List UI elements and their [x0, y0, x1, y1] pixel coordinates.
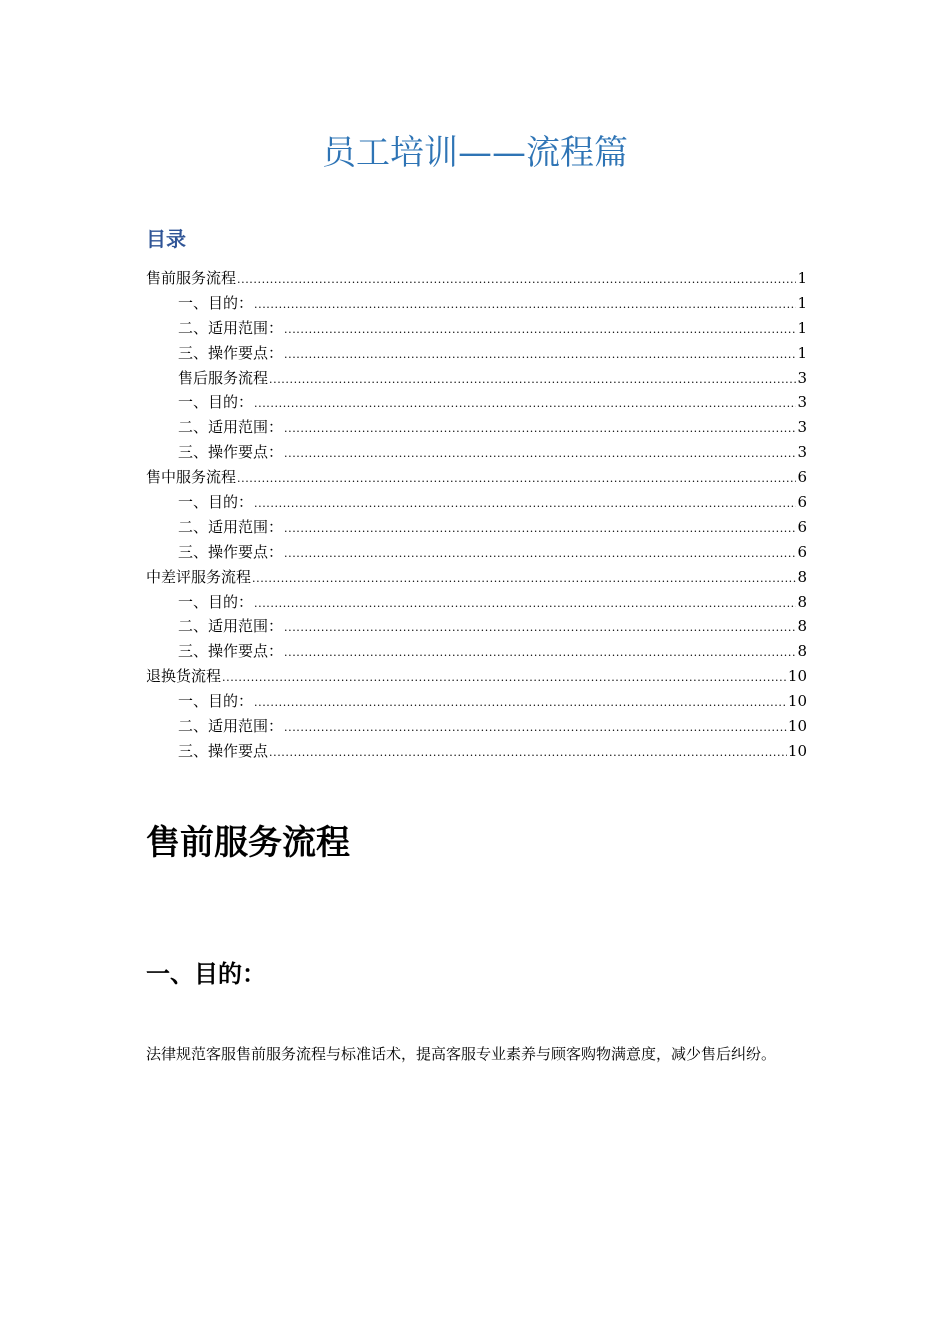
section-heading: 售前服务流程: [146, 823, 350, 863]
table-of-contents: [146, 266, 807, 764]
toc-entry-page-number: 6: [797, 542, 807, 561]
toc-entry-label: 二、适用范围：: [178, 517, 284, 536]
toc-entry-label: 三、操作要点：: [178, 343, 284, 362]
toc-entry-label: 一、目的：: [178, 493, 254, 512]
toc-heading: 目录: [146, 227, 186, 251]
toc-entry-label: 三、操作要点：: [178, 443, 284, 462]
toc-entry[interactable]: [146, 440, 807, 465]
toc-dot-leader: [284, 641, 796, 666]
toc-dot-leader: [284, 616, 796, 641]
toc-entry[interactable]: [146, 366, 807, 391]
toc-dot-leader: [284, 542, 796, 567]
toc-entry[interactable]: [146, 689, 807, 714]
toc-dot-leader: [284, 318, 796, 343]
body-paragraph: 法律规范客服售前服务流程与标准话术，提高客服专业素养与顾客购物满意度，减少售后纠纷。: [146, 1045, 777, 1063]
toc-dot-leader: [284, 517, 796, 542]
toc-dot-leader: [269, 368, 796, 393]
toc-entry[interactable]: [146, 341, 807, 366]
toc-entry-page-number: 1: [797, 293, 807, 312]
toc-dot-leader: [237, 467, 796, 492]
page-title: 员工培训——流程篇: [322, 133, 628, 173]
toc-dot-leader: [284, 343, 796, 368]
toc-entry-page-number: 1: [797, 343, 807, 362]
toc-entry[interactable]: [146, 540, 807, 565]
toc-entry-label: 三、操作要点：: [178, 542, 284, 561]
toc-entry-page-number: 6: [797, 517, 807, 536]
toc-entry-page-number: 6: [797, 493, 807, 512]
toc-dot-leader: [254, 392, 796, 417]
toc-dot-leader: [254, 492, 796, 517]
toc-entry-label: 二、适用范围：: [178, 418, 284, 437]
toc-entry-label: 中差评服务流程: [146, 567, 252, 586]
toc-entry[interactable]: [146, 614, 807, 639]
toc-entry-page-number: 1: [797, 318, 807, 337]
toc-entry-label: 一、目的：: [178, 293, 254, 312]
toc-entry[interactable]: [146, 390, 807, 415]
toc-dot-leader: [254, 293, 796, 318]
toc-entry-label: 二、适用范围：: [178, 717, 284, 736]
toc-dot-leader: [284, 442, 796, 467]
toc-entry-page-number: 8: [797, 617, 807, 636]
toc-dot-leader: [237, 268, 796, 293]
toc-entry[interactable]: [146, 291, 807, 316]
toc-entry-page-number: 3: [797, 393, 807, 412]
toc-entry[interactable]: [146, 590, 807, 615]
toc-entry-page-number: 8: [797, 642, 807, 661]
toc-entry-label: 一、目的：: [178, 393, 254, 412]
toc-entry-page-number: 3: [797, 368, 807, 387]
toc-entry-label: 售中服务流程: [146, 468, 237, 487]
toc-entry[interactable]: [146, 565, 807, 590]
toc-entry[interactable]: [146, 739, 807, 764]
toc-entry-page-number: 8: [797, 567, 807, 586]
toc-dot-leader: [254, 691, 787, 716]
toc-entry-label: 一、目的：: [178, 692, 254, 711]
toc-entry-label: 二、适用范围：: [178, 617, 284, 636]
toc-dot-leader: [284, 417, 796, 442]
toc-entry[interactable]: [146, 664, 807, 689]
toc-entry-page-number: 10: [787, 667, 807, 686]
toc-entry-label: 二、适用范围：: [178, 318, 284, 337]
toc-entry[interactable]: [146, 515, 807, 540]
toc-dot-leader: [269, 741, 787, 766]
toc-entry-page-number: 6: [797, 468, 807, 487]
toc-entry-page-number: 10: [787, 741, 807, 760]
toc-entry-label: 售后服务流程: [178, 368, 269, 387]
toc-entry[interactable]: [146, 714, 807, 739]
toc-entry-label: 三、操作要点: [178, 741, 269, 760]
toc-entry[interactable]: [146, 490, 807, 515]
toc-dot-leader: [252, 567, 796, 592]
toc-entry-page-number: 3: [797, 418, 807, 437]
toc-dot-leader: [284, 716, 787, 741]
toc-entry-label: 一、目的：: [178, 592, 254, 611]
toc-entry-label: 退换货流程: [146, 667, 222, 686]
toc-entry-page-number: 3: [797, 443, 807, 462]
toc-entry[interactable]: [146, 639, 807, 664]
toc-dot-leader: [222, 666, 787, 691]
toc-entry-page-number: 1: [797, 269, 807, 287]
sub-heading: 一、目的：: [146, 960, 266, 988]
toc-entry[interactable]: [146, 316, 807, 341]
toc-entry[interactable]: [146, 465, 807, 490]
toc-entry[interactable]: [146, 415, 807, 440]
toc-entry-page-number: 8: [797, 592, 807, 611]
toc-entry-page-number: 10: [787, 692, 807, 711]
toc-entry-page-number: 10: [787, 717, 807, 736]
toc-entry-label: 三、操作要点：: [178, 642, 284, 661]
toc-dot-leader: [254, 592, 796, 617]
toc-entry-label: 售前服务流程: [146, 269, 237, 287]
toc-entry[interactable]: [146, 266, 807, 291]
